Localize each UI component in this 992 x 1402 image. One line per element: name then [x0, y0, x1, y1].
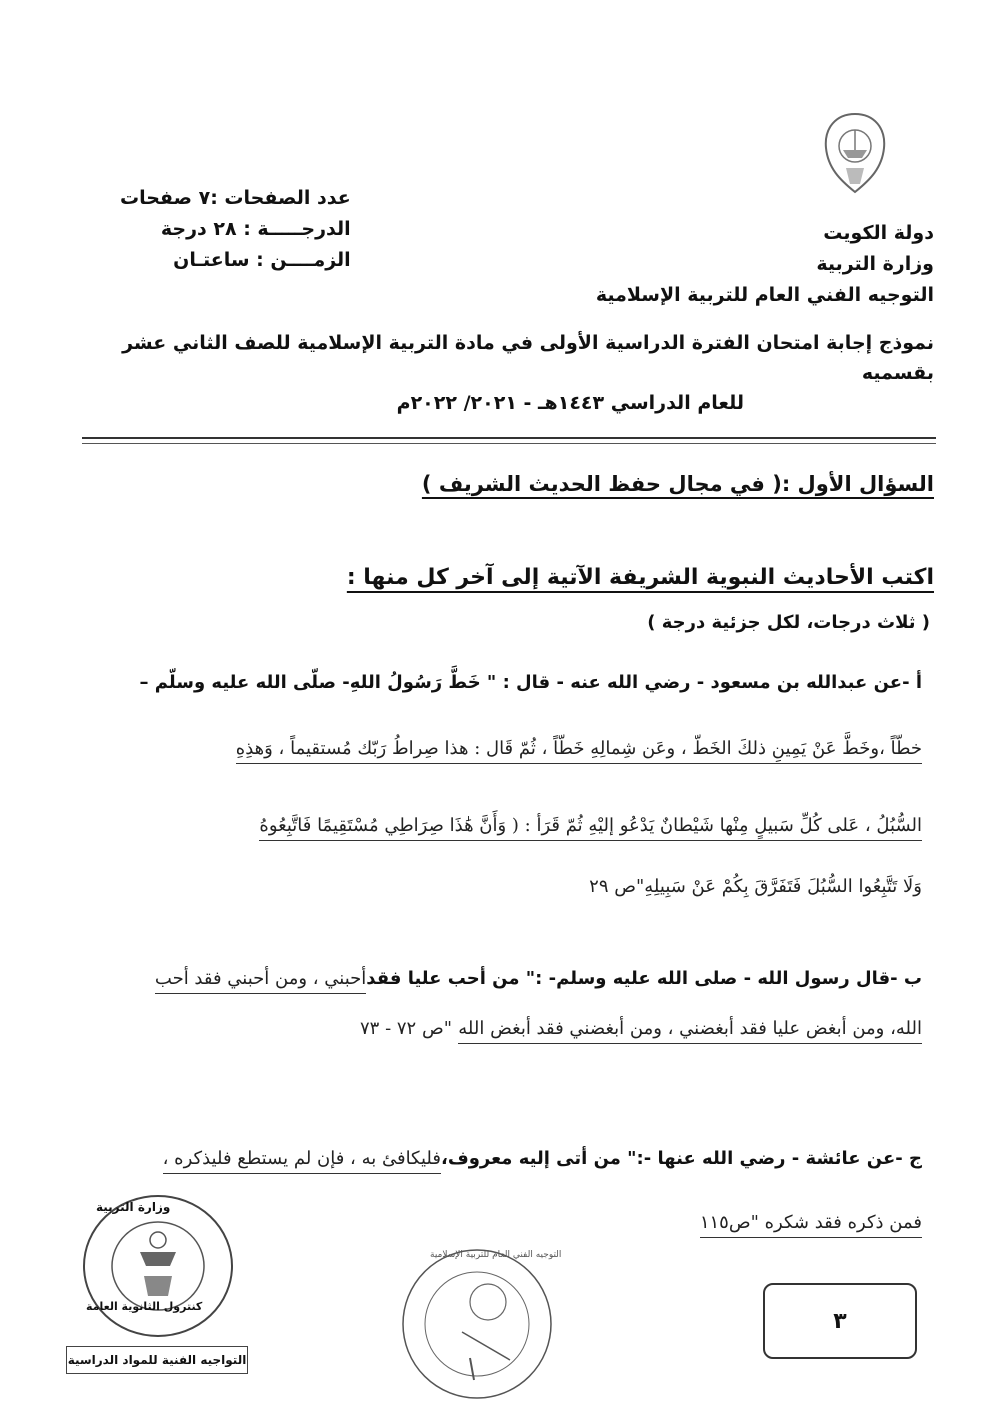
academic-year: للعام الدراسي ١٤٤٣هـ - ٢٠٢١/ ٢٠٢٢م — [396, 392, 744, 414]
exam-time: الزمــــن : ساعتـان — [173, 249, 351, 271]
question-marks: ( ثلاث درجات، لكل جزئية درجة ) — [647, 612, 930, 633]
exam-title-line1: نموذج إجابة امتحان الفترة الدراسية الأولى في مادة التربية الإسلامية للصف الثاني عشر بقسميه — [122, 332, 934, 384]
divider-line — [82, 443, 936, 444]
exam-title — [74, 328, 934, 418]
header-right-block — [596, 218, 934, 311]
hadith-a-line4 — [589, 876, 922, 897]
hadith-c-intro: ج -عن عائشة - رضي الله عنها -:" من أتى إليه معروف، — [441, 1148, 922, 1169]
stamp-caption: التواجيه الفنية للمواد الدراسية — [66, 1346, 248, 1374]
hadith-a-line2 — [236, 738, 922, 759]
hadith-a-line3 — [259, 815, 922, 836]
hadith-b-line1 — [155, 968, 922, 989]
hadith-c-answer: فمن ذكره فقد شكره "ص١١٥ — [700, 1212, 922, 1238]
hadith-b-line2 — [360, 1018, 922, 1039]
department-name: التوجيه الفني العام للتربية الإسلامية — [595, 284, 934, 306]
hadith-a-answer: خطّاً ،وخَطَّ عَنْ يَمِينِ ذلكَ الخَطّ ، وعَن شِمالِهِ خَطّاً ، ثُمّ قَال : هذا صِراطُ رَبّك مُستقيماً ، وَهذِهِ — [236, 738, 922, 764]
page-number: ٣ — [833, 1308, 847, 1334]
ministry-name: وزارة التربية — [816, 253, 934, 275]
header-left-block — [120, 183, 351, 276]
question-heading: السؤال الأول :( في مجال حفظ الحديث الشريف ) — [421, 472, 934, 496]
stamp2-text: التوجيه الفني العام للتربية الإسلامية — [430, 1250, 562, 1260]
total-grade: الدرجـــــة : ٢٨ درجة — [160, 218, 351, 240]
hadith-b-intro: ب -قال رسول الله - صلى الله عليه وسلم- :" من أحب عليا فقد — [366, 968, 922, 989]
hadith-a-intro: أ -عن عبدالله بن مسعود - رضي الله عنه - قال : " خَطَّ رَسُولُ اللهِ- صلّى الله عليه وسلّم – — [139, 672, 922, 693]
hadith-c-line2 — [700, 1212, 922, 1233]
stamp-ring-bottom: كنترول الثانوية العامة — [86, 1300, 203, 1313]
hadith-b-answer: الله، ومن أبغض عليا فقد أبغضني ، ومن أبغضني فقد أبغض الله — [458, 1018, 922, 1044]
divider-line — [82, 437, 936, 439]
hadith-a-answer: السُّبُلُ ، عَلى كُلِّ سَبيلٍ مِنْها شَيْطانٌ يَدْعُو إليْهِ ثُمّ قَرَأ : ( وَأَنَّ هَٰذَا صِرَاطِي مُسْتَقِيمًا فَاتَّبِعُوهُ — [259, 815, 922, 841]
hadith-b-ref: "ص ٧٢ - ٧٣ — [360, 1018, 452, 1039]
department-stamp-icon — [392, 1240, 562, 1402]
hadith-c-answer: فليكافئ به ، فإن لم يستطع فليذكره ، — [163, 1148, 441, 1174]
hadith-c-line1 — [163, 1148, 922, 1169]
hadith-b-answer: أحبني ، ومن أحبني فقد أحب — [155, 968, 366, 994]
kuwait-emblem-icon — [818, 110, 892, 196]
question-instruction: اكتب الأحاديث النبوية الشريفة الآتية إلى آخر كل منها : — [346, 565, 934, 590]
country-name: دولة الكويت — [823, 222, 934, 244]
page-number-box — [763, 1283, 917, 1359]
hadith-a-answer: وَلَا تَتَّبِعُوا السُّبُلَ فَتَفَرَّقَ بِكُمْ عَنْ سَبِيلِهِ"ص ٢٩ — [589, 876, 922, 897]
stamp-ring-text: وزارة التربية — [96, 1200, 171, 1214]
pages-count: عدد الصفحات :٧ صفحات — [120, 187, 351, 209]
